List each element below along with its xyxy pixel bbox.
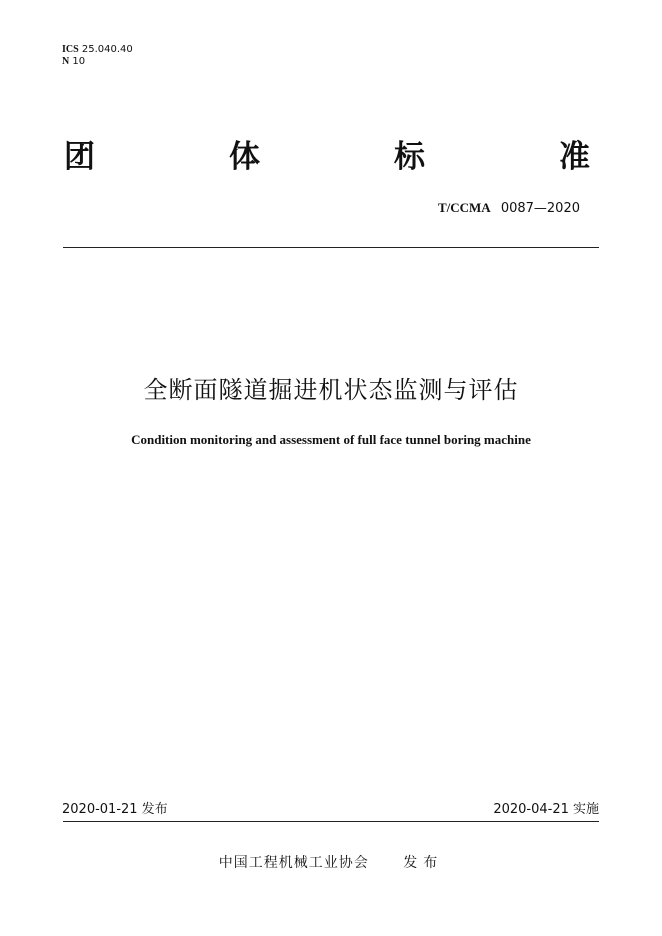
standard-number (438, 200, 580, 216)
classification-codes (62, 44, 133, 68)
date-row (62, 798, 599, 817)
standard-type-char: 团 (64, 139, 95, 175)
ccs-row (62, 56, 133, 68)
standard-type-heading (64, 137, 590, 177)
standard-type-char: 标 (394, 139, 425, 175)
header-divider (63, 247, 599, 248)
ccs-code: 10 (72, 56, 86, 67)
ics-code: 25.040.40 (81, 44, 133, 55)
standard-number-prefix: T/CCMA (437, 200, 491, 215)
standard-number-value: 0087—2020 (500, 201, 580, 216)
issue-date: 2020-01-21 发布 (62, 802, 168, 817)
ics-label: ICS (62, 44, 79, 55)
publisher-line (0, 852, 662, 872)
implementation-date: 2020-04-21 实施 (493, 802, 599, 817)
publisher-action: 发布 (403, 855, 444, 871)
title-chinese: 全断面隧道掘进机状态监测与评估 (143, 376, 519, 404)
title-english: Condition monitoring and assessment of full face tunnel boring machine (131, 432, 531, 447)
publisher-organization: 中国工程机械工业协会 (218, 855, 369, 871)
ics-row (62, 44, 133, 56)
standard-type-char: 体 (229, 139, 260, 175)
standard-type-char: 准 (559, 139, 590, 175)
ccs-label: N (62, 56, 70, 67)
footer-divider (63, 821, 599, 822)
